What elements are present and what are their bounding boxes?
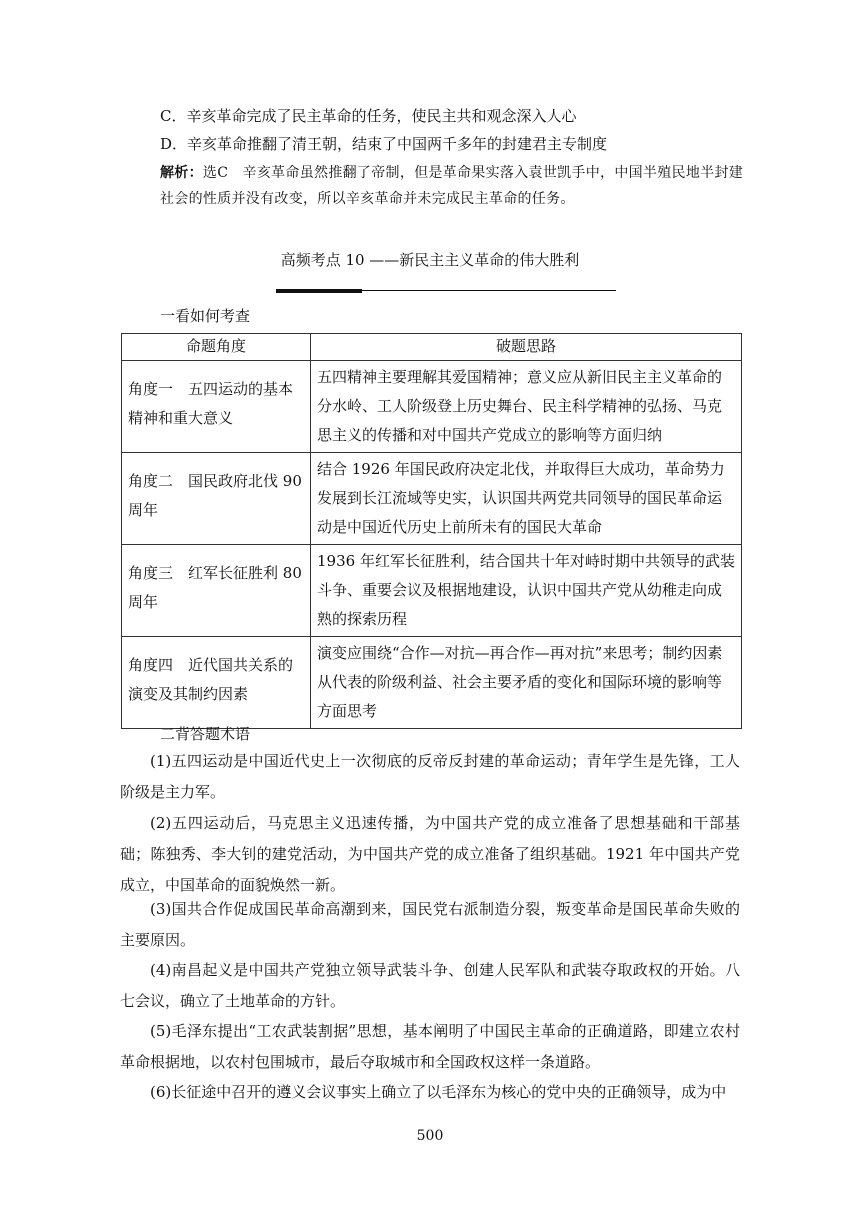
page-number: 500	[416, 1128, 444, 1144]
table-row	[122, 453, 742, 545]
table-cell-approach: 结合 1926 年国民政府决定北伐，并取得巨大成功，革命势力发展到长江流域等史实，认识国共两党共同领导的国民革命运动是中国近代历史上前所未有的国民大革命	[311, 453, 742, 545]
term-paragraph: (3)国共合作促成国民革命高潮到来，国民党右派制造分裂，叛变革命是国民革命失败的主要原因。	[120, 900, 740, 949]
table-row	[122, 361, 742, 453]
option-d: D．辛亥革命推翻了清王朝，结束了中国两千多年的封建君主专制度	[160, 135, 608, 153]
table-cell-approach: 1936 年红军长征胜利，结合国共十年对峙时期中共领导的武装斗争、重要会议及根据地建设，认识中国共产党从幼稚走向成熟的探索历程	[311, 545, 742, 637]
analysis-label: 解析：	[160, 165, 203, 181]
section-title: 高频考点 10 ——新民主主义革命的伟大胜利	[280, 251, 580, 269]
table-header-row	[122, 334, 742, 361]
table-cell-angle: 角度一 五四运动的基本精神和重大意义	[122, 361, 311, 453]
table-cell-angle: 角度三 红军长征胜利 80 周年	[122, 545, 311, 637]
subheading-how-tested: 一看如何考查	[160, 307, 251, 325]
option-c: C．辛亥革命完成了民主革命的任务，使民主共和观念深入人心	[160, 107, 577, 125]
table-row	[122, 545, 742, 637]
term-paragraph: (2)五四运动后，马克思主义迅速传播，为中国共产党的成立准备了思想基础和干部基础；陈独秀、李大钊的建党活动，为中国共产党的成立准备了组织基础。1921 年中国共产党成立，中国革命的面貌焕然一新。	[120, 814, 740, 894]
table-cell-angle: 角度二 国民政府北伐 90 周年	[122, 453, 311, 545]
exam-angle-table	[121, 333, 742, 729]
analysis-block	[160, 160, 745, 212]
term-paragraph: (5)毛泽东提出“工农武装割据”思想，基本阐明了中国民主革命的正确道路，即建立农村革命根据地，以农村包围城市，最后夺取城市和全国政权这样一条道路。	[120, 1022, 740, 1071]
term-paragraph: (1)五四运动是中国近代史上一次彻底的反帝反封建的革命运动；青年学生是先锋，工人阶级是主力军。	[120, 752, 740, 801]
term-paragraph: (4)南昌起义是中国共产党独立领导武装斗争、创建人民军队和武装夺取政权的开始。八七会议，确立了土地革命的方针。	[120, 961, 740, 1010]
analysis-text: 选C 辛亥革命虽然推翻了帝制，但是革命果实落入袁世凯手中，中国半殖民地半封建社会的性质并没有改变，所以辛亥革命并未完成民主革命的任务。	[160, 165, 744, 207]
table-row	[122, 637, 742, 729]
title-underline-accent	[276, 289, 362, 293]
subheading-answer-terms: 二背答题术语	[160, 725, 251, 743]
table-cell-approach: 五四精神主要理解其爱国精神；意义应从新旧民主主义革命的分水岭、工人阶级登上历史舞台、民主科学精神的弘扬、马克思主义的传播和对中国共产党成立的影响等方面归纳	[311, 361, 742, 453]
table-cell-angle: 角度四 近代国共关系的演变及其制约因素	[122, 637, 311, 729]
table-header-approach: 破题思路	[311, 334, 742, 361]
term-paragraph: (6)长征途中召开的遵义会议事实上确立了以毛泽东为核心的党中央的正确领导，成为中	[150, 1083, 727, 1101]
table-cell-approach: 演变应围绕“合作—对抗—再合作—再对抗”来思考；制约因素从代表的阶级利益、社会主要矛盾的变化和国际环境的影响等方面思考	[311, 637, 742, 729]
table-header-angle: 命题角度	[122, 334, 311, 361]
